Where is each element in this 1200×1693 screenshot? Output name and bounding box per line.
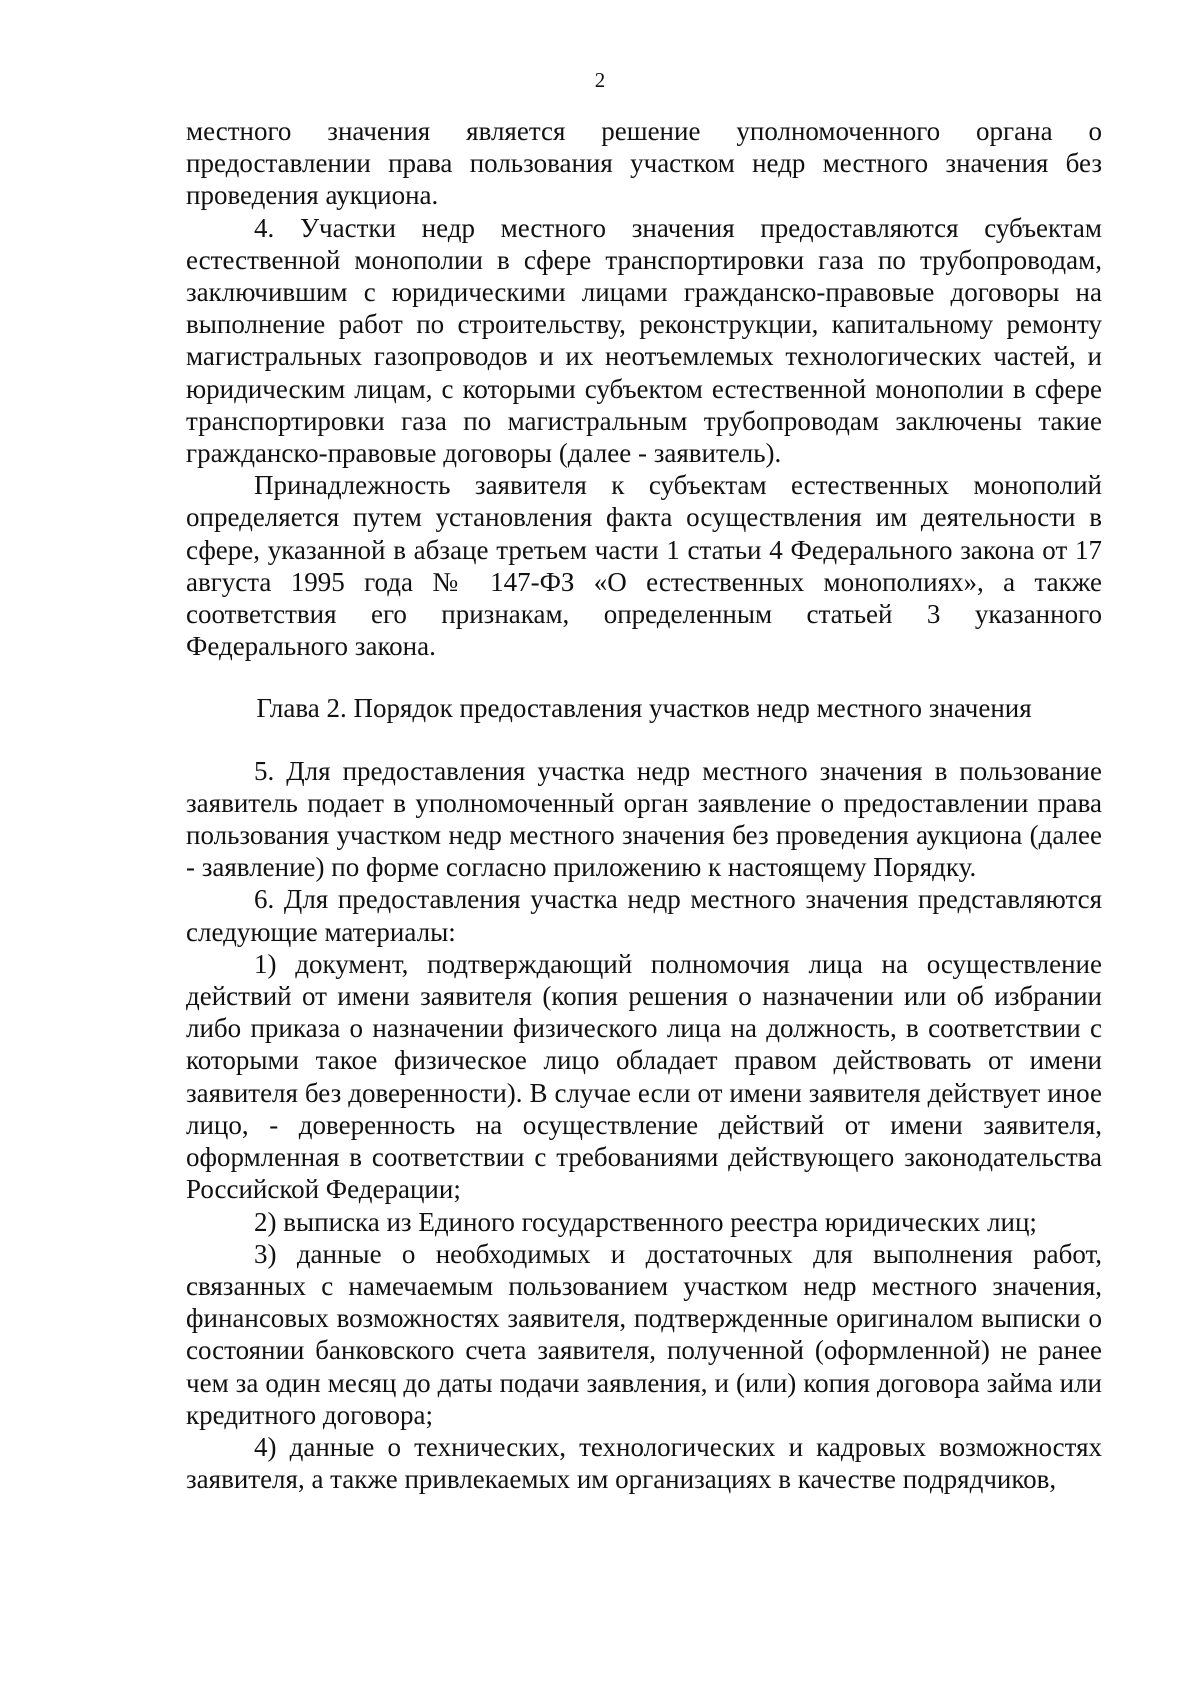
paragraph-item-6: 6. Для предоставления участка недр местного значения представляются следующие материалы: [186,884,1102,947]
list-item-6-4: 4) данные о технических, технологических и кадровых возможностях заявителя, а также привлекаемых им организациях в качестве подрядчиков, [186,1431,1102,1495]
list-item-6-2: 2) выписка из Единого государственного реестра юридических лиц; [254,1206,1037,1237]
document-body [186,115,1102,1495]
list-item-6-1: 1) документ, подтверждающий полномочия лица на осуществление действий от имени заявителя (копия решения о назначении или об избрании либо приказа о назначении физического лица на должность, в соответствии с которыми такое физическое лицо обладает правом действовать от имени заявителя без доверенности). В случае если от имени заявителя действует иное лицо, - доверенность на осуществление действий от имени заявителя, оформленная в соответствии с требованиями действующего законодательства Российской Федерации; [186,948,1102,1205]
page-number: 2 [594,68,606,92]
paragraph-item-5: 5. Для предоставления участка недр местного значения в пользование заявитель подает в уполномоченный орган заявление о предоставлении права пользования участком недр местного значения без проведения аукциона (далее - заявление) по форме согласно приложению к настоящему Порядку. [186,755,1102,883]
paragraph-item-4: 4. Участки недр местного значения предоставляются субъектам естественной монополии в сфере транспортировки газа по трубопроводам, заключившим с юридическими лицами гражданско-правовые договоры на выполнение работ по строительству, реконструкции, капитальному ремонту магистральных газопроводов и их неотъемлемых технологических частей, и юридическим лицам, с которыми субъектом естественной монополии в сфере транспортировки газа по магистральным трубопроводам заключены такие гражданско-правовые договоры (далее - заявитель). [186,212,1102,469]
list-item-6-3: 3) данные о необходимых и достаточных для выполнения работ, связанных с намечаемым пользованием участком недр местного значения, финансовых возможностях заявителя, подтвержденные оригиналом выписки о состоянии банковского счета заявителя, полученной (оформленной) не ранее чем за один месяц до даты подачи заявления, и (или) копия договора займа или кредитного договора; [186,1238,1102,1430]
chapter-2-title: Глава 2. Порядок предоставления участков недр местного значения [256,693,1032,724]
paragraph-intro-continuation: местного значения является решение уполномоченного органа о предоставлении права пользования участком недр местного значения без проведения аукциона. [186,116,1102,211]
paragraph-item-4-natural-monopoly: Принадлежность заявителя к субъектам естественных монополий определяется путем установления факта осуществления им деятельности в сфере, указанной в абзаце третьем части 1 статьи 4 Федерального закона от 17 августа 1995 года № 147-ФЗ «О естественных монополиях», а также соответствия его признакам, определенным статьей 3 указанного Федерального закона. [186,470,1102,662]
